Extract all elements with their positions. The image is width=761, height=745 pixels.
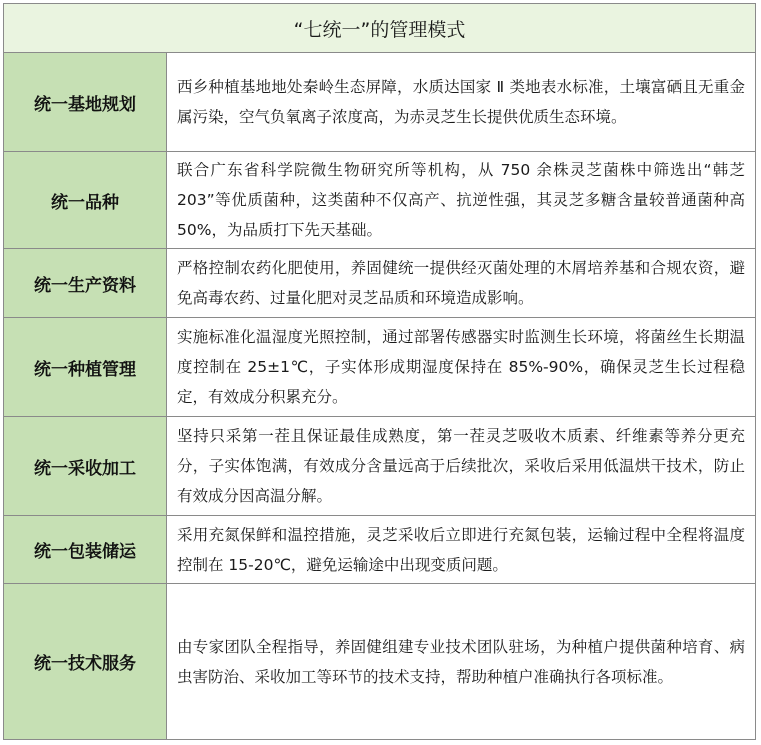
row-label-base-planning: 统一基地规划 — [4, 53, 167, 152]
row-text-harvest-processing-content: 坚持只采第一茬且保证最佳成熟度，第一茬灵芝吸收木质素、纤维素等养分更充分，子实体饱满，有效成分含量远高于后续批次，采收后采用低温烘干技术，防止有效成分因高温分解。 — [177, 427, 745, 505]
row-text-packaging-storage-content: 采用充氮保鲜和温控措施，灵芝采收后立即进行充氮包装，运输过程中全程将温度控制在 15-20℃，避免运输途中出现变质问题。 — [177, 525, 745, 574]
row-text-production-materials — [167, 249, 755, 318]
row-text-packaging-storage — [167, 516, 755, 584]
row-label-planting-management: 统一种植管理 — [4, 318, 167, 417]
row-label-packaging-storage: 统一包装储运 — [4, 516, 167, 584]
row-text-planting-management-content: 实施标准化温湿度光照控制，通过部署传感器实时监测生长环境，将菌丝生长期温度控制在 25±1℃，子实体形成期湿度保持在 85%-90%，确保灵芝生长过程稳定，有效成分积累充分。 — [177, 328, 745, 406]
row-text-planting-management — [167, 318, 755, 417]
row-label-technical-service: 统一技术服务 — [4, 584, 167, 739]
row-text-technical-service — [167, 584, 755, 739]
table-title: “七统一”的管理模式 — [4, 4, 755, 53]
row-text-harvest-processing — [167, 417, 755, 516]
row-text-variety — [167, 152, 755, 249]
row-text-technical-service-content: 由专家团队全程指导，养固健组建专业技术团队驻场，为种植户提供菌种培育、病虫害防治、采收加工等环节的技术支持，帮助种植户准确执行各项标准。 — [177, 637, 745, 686]
row-text-production-materials-content: 严格控制农药化肥使用，养固健统一提供经灭菌处理的木屑培养基和合规农资，避免高毒农药、过量化肥对灵芝品质和环境造成影响。 — [177, 259, 745, 307]
row-text-base-planning-content: 西乡种植基地地处秦岭生态屏障，水质达国家 Ⅱ 类地表水标准，土壤富硒且无重金属污染，空气负氧离子浓度高，为赤灵芝生长提供优质生态环境。 — [177, 78, 745, 126]
row-label-production-materials: 统一生产资料 — [4, 249, 167, 318]
row-text-base-planning — [167, 53, 755, 152]
row-label-variety: 统一品种 — [4, 152, 167, 249]
row-text-variety-content: 联合广东省科学院微生物研究所等机构，从 750 余株灵芝菌株中筛选出“韩芝 203”等优质菌种，这类菌种不仅高产、抗逆性强，其灵芝多糖含量较普通菌种高 50%，为品质打下先天基础。 — [177, 161, 745, 239]
row-label-harvest-processing: 统一采收加工 — [4, 417, 167, 516]
management-model-table — [3, 3, 756, 740]
